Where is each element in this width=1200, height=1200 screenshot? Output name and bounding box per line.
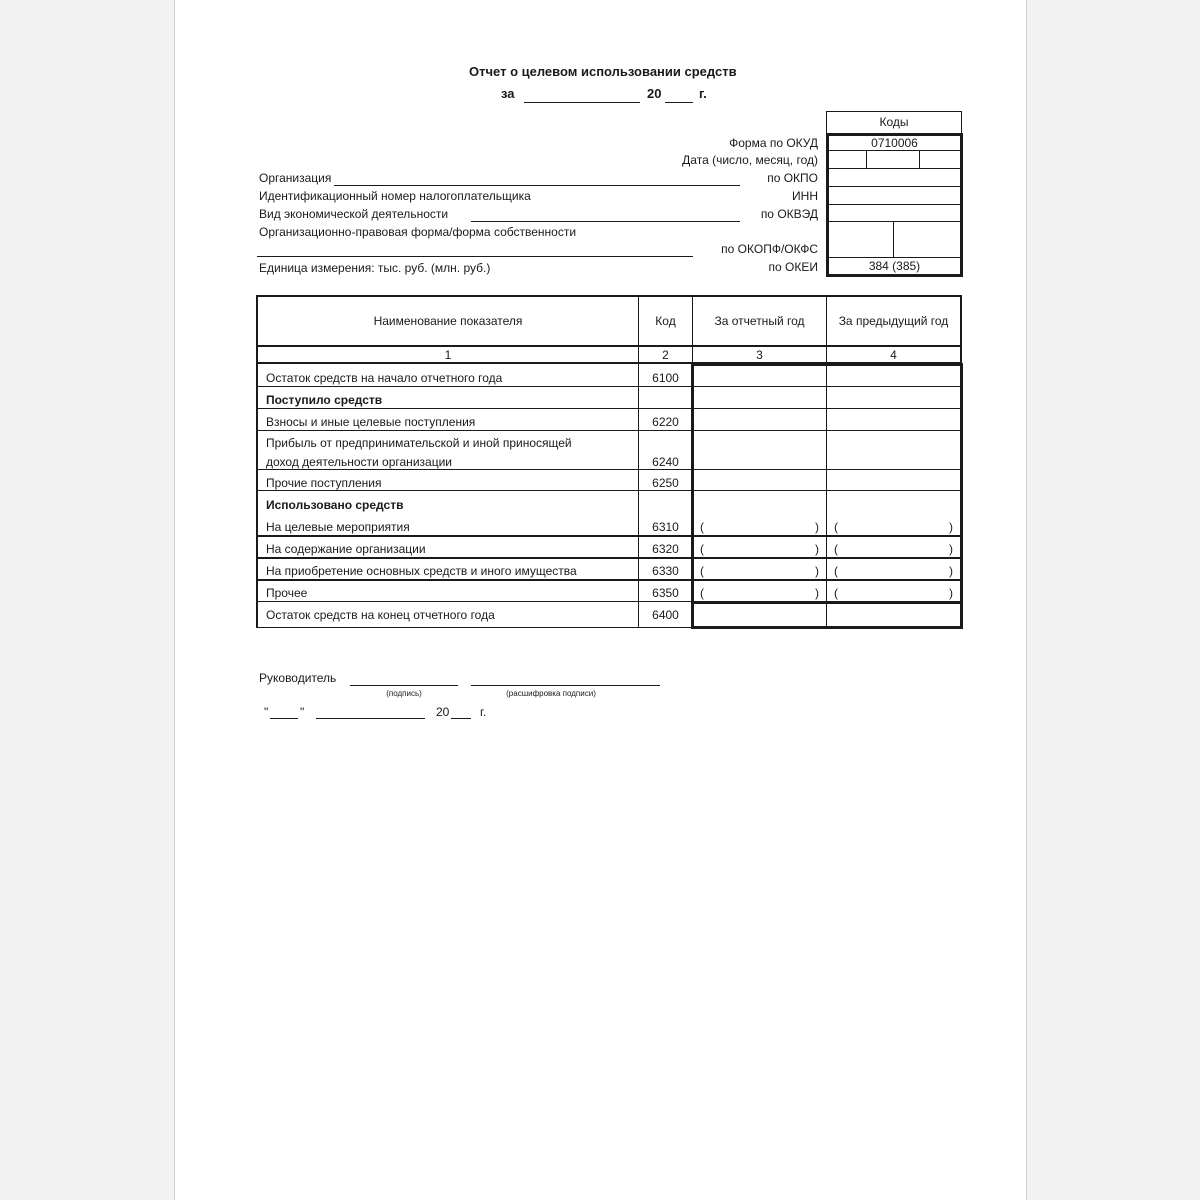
codes-box [826,133,963,277]
row-name: На содержание организации [266,542,426,556]
year-prefix: 20 [647,86,662,101]
unit-label: Единица измерения: тыс. руб. (млн. руб.) [259,261,491,275]
row-name: Прочие поступления [266,476,382,490]
row-name: доход деятельности организации [266,455,452,469]
row-code: 6320 [652,542,679,556]
legal-form-field [257,256,693,257]
row-name: Прибыль от предпринимательской и иной приносящей [266,436,572,450]
col-number: 4 [890,348,897,362]
values-frame-ending [691,601,963,629]
head-label: Руководитель [259,671,337,685]
decode-caption: (расшифровка подписи) [506,689,596,698]
codes-row-line [828,257,961,258]
paren-open: ( [834,564,838,578]
paren-close: ) [949,564,953,578]
row-code: 6250 [652,476,679,490]
date-label: Дата (число, месяц, год) [682,153,818,167]
col-header-previous: За предыдущий год [838,314,949,328]
date-year-field [451,718,471,719]
signature-field [350,685,458,686]
row-line [257,386,961,387]
col-header-current: За отчетный год [714,314,805,328]
paren-open: ( [834,542,838,556]
date-quote-close: " [300,705,305,719]
row-name: Остаток средств на конец отчетного года [266,608,495,622]
codes-row-line [828,150,961,151]
row-code: 6310 [652,520,679,534]
row-line [257,601,961,602]
paren-close: ) [815,542,819,556]
row-line [257,490,961,491]
paren-open: ( [834,520,838,534]
report-title: Отчет о целевом использовании средств [469,64,737,79]
col-header-code: Код [655,314,676,328]
paren-open: ( [700,520,704,534]
row-code: 6220 [652,415,679,429]
row-line [257,469,961,470]
okud-value: 0710006 [871,136,918,150]
paren-close: ) [815,520,819,534]
okud-label: Форма по ОКУД [729,136,818,150]
row-line [257,408,961,409]
period-blank [524,102,640,103]
period-prefix: за [501,86,515,101]
row-code: 6330 [652,564,679,578]
inn-label: ИНН [792,189,818,203]
codes-row-line [828,186,961,187]
paren-close: ) [815,586,819,600]
row-line [257,579,961,581]
date-divider [866,150,867,168]
date-day-field [270,718,298,719]
col-divider [960,296,961,363]
row-line [257,557,961,559]
organization-field [334,185,740,186]
date-year-prefix: 20 [436,705,450,719]
row-name: На приобретение основных средств и иного имущества [266,564,577,578]
row-name: Использовано средств [266,498,404,512]
okved-label: по ОКВЭД [760,207,818,221]
date-year-suffix: г. [480,705,487,719]
okpo-label: по ОКПО [767,171,818,185]
activity-field [471,221,740,222]
table-header-top [256,295,962,297]
row-code: 6350 [652,586,679,600]
codes-row-line [828,221,961,222]
paren-close: ) [949,542,953,556]
date-month-field [316,718,425,719]
col-number: 1 [444,348,452,362]
row-name: Остаток средств на начало отчетного года [266,371,503,385]
row-name: На целевые мероприятия [266,520,410,534]
activity-label: Вид экономической деятельности [259,207,449,221]
values-frame [691,363,963,629]
paren-close: ) [815,564,819,578]
codes-row-line [828,204,961,205]
okei-value: 384 (385) [868,259,921,273]
okopf-divider [893,221,894,257]
paren-close: ) [949,520,953,534]
date-quote-open: " [264,705,269,719]
table-header-bottom [256,345,962,347]
row-code: 6400 [652,608,679,622]
row-code: 6100 [652,371,679,385]
row-line [257,430,961,431]
codes-header: Коды [879,115,909,129]
paren-open: ( [700,542,704,556]
col-number: 2 [662,348,669,362]
paren-open: ( [700,564,704,578]
row-name: Взносы и иные целевые поступления [266,415,476,429]
okopf-label: по ОКОПФ/ОКФС [721,242,818,256]
legal-form-label: Организационно-правовая форма/форма собственности [259,225,577,239]
row-name: Прочее [266,586,308,600]
col-number: 3 [756,348,763,362]
signature-caption: (подпись) [386,689,422,698]
col-header-name: Наименование показателя [373,314,523,328]
codes-row-line [828,168,961,169]
date-divider [919,150,920,168]
row-line [257,535,961,537]
signature-decode-field [471,685,660,686]
organization-label: Организация [259,171,332,185]
row-name: Поступило средств [266,393,383,407]
taxpayer-id-label: Идентификационный номер налогоплательщика [259,189,531,203]
okei-label: по ОКЕИ [768,260,818,274]
paren-open: ( [700,586,704,600]
year-suffix: г. [699,86,707,101]
paren-close: ) [949,586,953,600]
year-blank [665,102,693,103]
row-code: 6240 [652,455,679,469]
paren-open: ( [834,586,838,600]
